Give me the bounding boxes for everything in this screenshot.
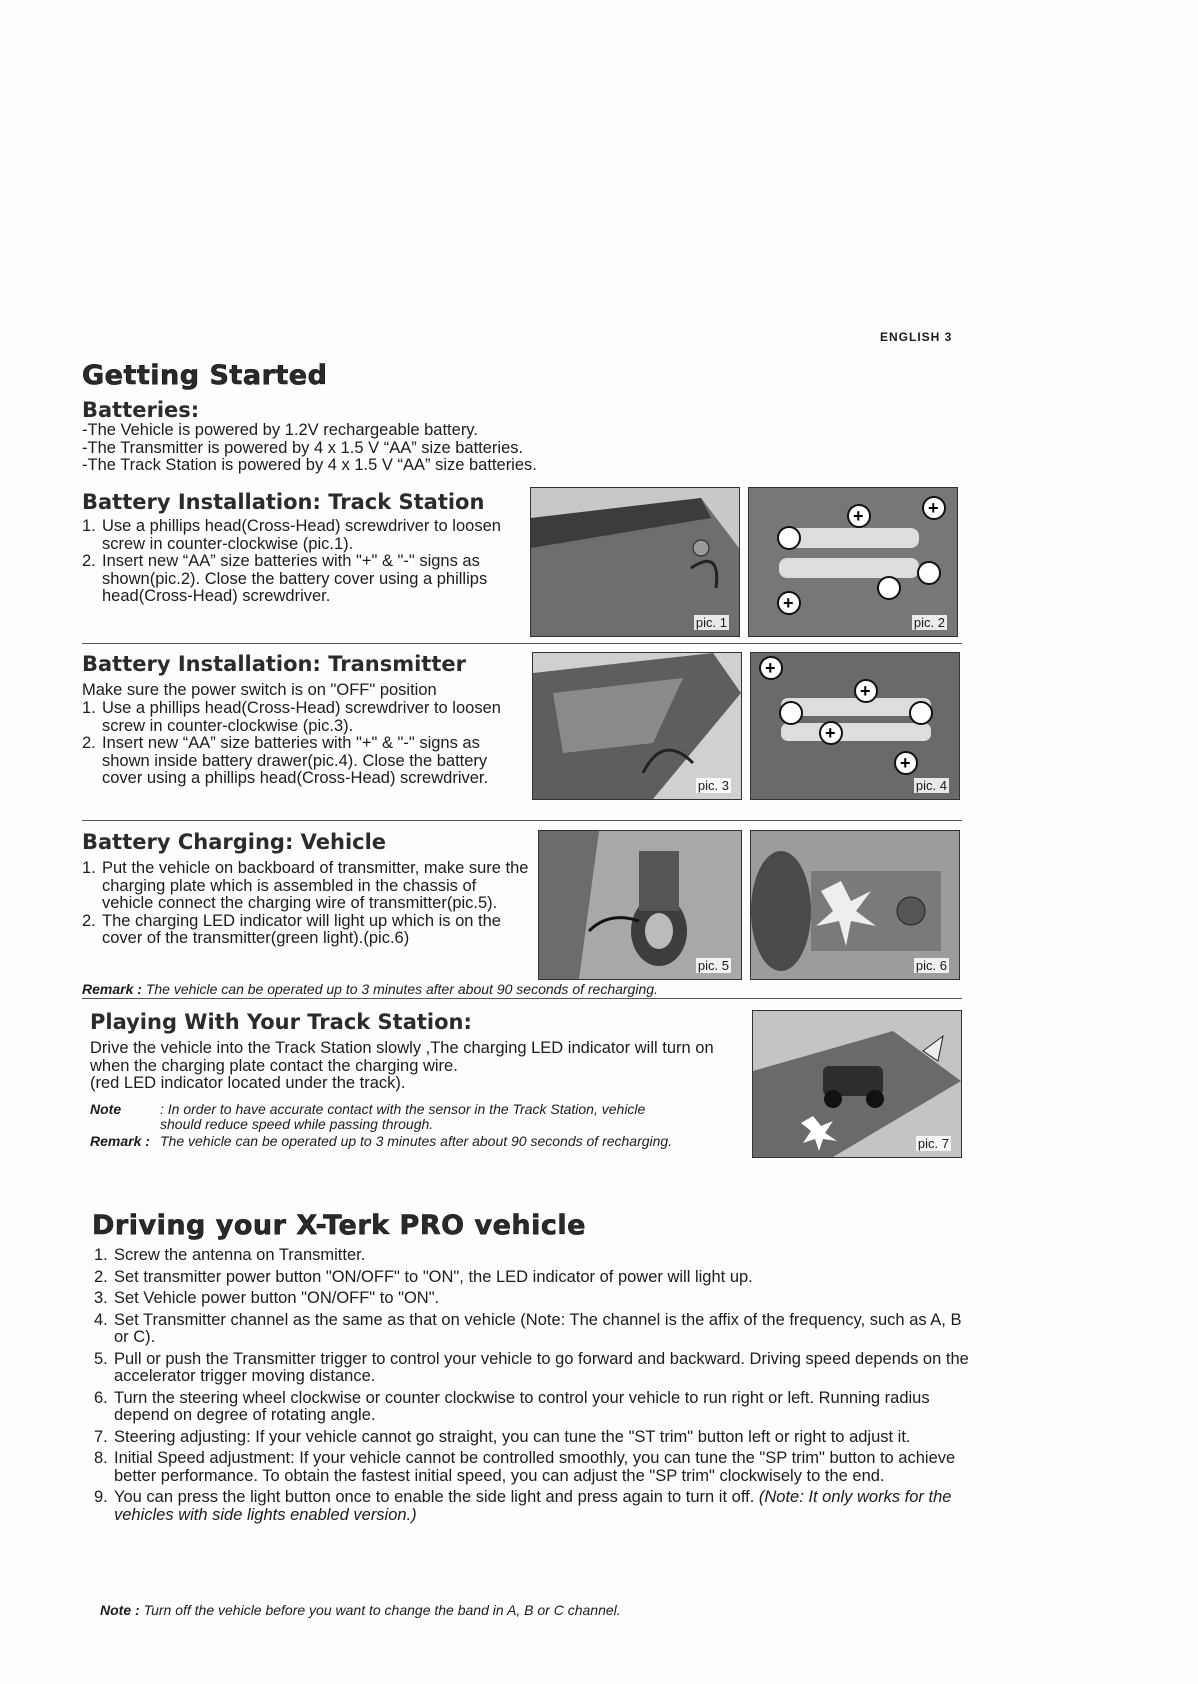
pic-5-label: pic. 5 xyxy=(697,958,729,973)
transmitter-steps xyxy=(82,700,512,788)
batteries-line: -The Vehicle is powered by 1.2V rechargeable battery. xyxy=(82,421,478,439)
transmitter-title: Battery Installation: Transmitter xyxy=(82,652,466,676)
step-number: 1. xyxy=(82,517,96,535)
list-item xyxy=(82,913,532,948)
note-label: Note xyxy=(90,1101,122,1117)
batteries-line: -The Transmitter is powered by 4 x 1.5 V “AA” size batteries. xyxy=(82,438,524,457)
step-text: Use a phillips head(Cross-Head) screwdriver to loosen screw in counter-clockwise (pic.3). xyxy=(102,699,501,735)
pic-2-label: pic. 2 xyxy=(913,615,945,630)
step-text: Screw the antenna on Transmitter. xyxy=(114,1246,366,1264)
pic-6-label: pic. 6 xyxy=(915,958,947,973)
list-item xyxy=(94,1351,974,1386)
page-label: ENGLISH 3 xyxy=(880,330,953,344)
list-item xyxy=(82,735,512,788)
step-text: Insert new “AA” size batteries with "+" & "-" signs as shown(pic.2). Close the battery cover using a phillips head(Cross-Head) screwdriver. xyxy=(102,552,488,605)
step-number: 9. xyxy=(94,1488,108,1506)
driving-steps xyxy=(94,1247,974,1528)
playing-title: Playing With Your Track Station: xyxy=(90,1010,472,1034)
charging-led-photo xyxy=(751,831,959,979)
step-text: Set transmitter power button "ON/OFF" to "ON", the LED indicator of power will light up. xyxy=(114,1267,753,1286)
step-note: (Note: It only works for the vehicles with side lights enabled version.) xyxy=(114,1488,952,1524)
svg-text:+: + xyxy=(765,658,776,678)
step-text: Use a phillips head(Cross-Head) screwdriver to loosen screw in counter-clockwise (pic.1). xyxy=(102,517,501,553)
pic-7-label: pic. 7 xyxy=(917,1136,949,1151)
step-text: You can press the light button once to enable the side light and press again to turn it off. xyxy=(114,1488,755,1506)
charging-title: Battery Charging: Vehicle xyxy=(82,830,387,854)
batteries-line: -The Track Station is powered by 4 x 1.5 V “AA” size batteries. xyxy=(82,456,537,474)
driving-note xyxy=(100,1603,960,1618)
pic-1-image xyxy=(530,487,740,637)
pic-3-image xyxy=(532,652,742,800)
svg-text:+: + xyxy=(825,723,836,743)
list-item xyxy=(94,1489,974,1524)
pic-4-label: pic. 4 xyxy=(915,778,947,793)
step-text: Steering adjusting: If your vehicle cannot go straight, you can tune the "ST trim" button left or right to adjust it. xyxy=(114,1427,911,1446)
track-station-batteries-photo xyxy=(749,488,957,636)
batteries-text xyxy=(82,422,642,475)
section-divider xyxy=(82,998,962,999)
step-number: 2. xyxy=(94,1267,108,1286)
step-text: Turn the steering wheel clockwise or counter clockwise to control your vehicle to run right or left. Running radius depend on degree of rotating angle. xyxy=(114,1388,930,1424)
pic-5-image xyxy=(538,830,742,980)
step-number: 3. xyxy=(94,1289,108,1307)
pic-3-label: pic. 3 xyxy=(697,778,729,793)
track-station-screw-photo xyxy=(531,488,739,636)
note-label: Note : xyxy=(100,1602,140,1618)
list-item xyxy=(94,1269,974,1287)
note-text: Turn off the vehicle before you want to change the band in A, B or C channel. xyxy=(143,1602,621,1618)
playing-note xyxy=(90,1102,690,1149)
pic-4-image xyxy=(750,652,960,800)
pic-6-image xyxy=(750,830,960,980)
step-number: 2. xyxy=(82,552,96,570)
section-divider xyxy=(82,820,962,821)
remark-text: The vehicle can be operated up to 3 minutes after about 90 seconds of recharging. xyxy=(145,981,658,997)
step-text: The charging LED indicator will light up which is on the cover of the transmitter(green light).(pic.6) xyxy=(102,911,501,947)
list-item xyxy=(82,518,512,553)
pic-2-image xyxy=(748,487,958,637)
list-item xyxy=(82,700,512,735)
list-item xyxy=(94,1390,974,1425)
note-text: : In order to have accurate contact with the sensor in the Track Station, vehicle should reduce speed while passing through. xyxy=(160,1101,646,1132)
step-text: Set Vehicle power button "ON/OFF" to "ON". xyxy=(114,1289,440,1307)
step-number: 1. xyxy=(82,699,96,717)
list-item xyxy=(94,1450,974,1485)
transmitter-intro: Make sure the power switch is on "OFF" position xyxy=(82,681,437,699)
svg-text:+: + xyxy=(783,593,794,613)
charging-steps xyxy=(82,860,532,948)
step-number: 6. xyxy=(94,1388,108,1407)
track-station-title: Battery Installation: Track Station xyxy=(82,490,485,514)
list-item xyxy=(94,1312,974,1347)
step-number: 8. xyxy=(94,1449,108,1467)
vehicle-charging-photo xyxy=(539,831,741,979)
svg-text:+: + xyxy=(860,681,871,701)
step-text: Pull or push the Transmitter trigger to control your vehicle to go forward and backward. Driving speed depends on the accelerator trigger moving distance. xyxy=(114,1349,969,1385)
step-number: 5. xyxy=(94,1349,108,1368)
step-text: Insert new “AA” size batteries with "+" & "-" signs as shown inside battery drawer(pic.4). Close the battery cover using a phillips head(Cross-Head) screwdriver. xyxy=(102,734,489,787)
svg-text:+: + xyxy=(853,506,864,526)
step-number: 1. xyxy=(82,859,96,877)
note-row xyxy=(90,1102,690,1132)
remark-text: The vehicle can be operated up to 3 minutes after about 90 seconds of recharging. xyxy=(160,1133,673,1149)
step-text: Put the vehicle on backboard of transmitter, make sure the charging plate which is assembled in the chassis of vehicle connect the charging wire of transmitter(pic.5). xyxy=(102,859,529,912)
pic-1-label: pic. 1 xyxy=(695,615,727,630)
batteries-title: Batteries: xyxy=(82,398,200,422)
list-item xyxy=(94,1290,974,1308)
remark-row xyxy=(90,1134,690,1149)
playing-text xyxy=(90,1040,740,1093)
playing-line: Drive the vehicle into the Track Station slowly ,The charging LED indicator will turn on when the charging plate contact the charging wire. xyxy=(90,1039,714,1075)
list-item xyxy=(94,1247,974,1265)
step-number: 2. xyxy=(82,734,96,752)
track-station-steps xyxy=(82,518,512,606)
step-number: 4. xyxy=(94,1310,108,1329)
playing-line: (red LED indicator located under the track). xyxy=(90,1074,406,1092)
charging-remark xyxy=(82,982,962,997)
driving-title: Driving your X-Terk PRO vehicle xyxy=(92,1210,586,1241)
step-number: 7. xyxy=(94,1427,108,1446)
svg-text:+: + xyxy=(928,498,939,518)
remark-label: Remark : xyxy=(90,1133,150,1149)
step-text: Set Transmitter channel as the same as that on vehicle (Note: The channel is the affix of the frequency, such as A, B or C). xyxy=(114,1310,962,1346)
list-item xyxy=(94,1429,974,1447)
svg-text:+: + xyxy=(900,753,911,773)
list-item xyxy=(82,860,532,913)
step-number: 1. xyxy=(94,1246,108,1264)
getting-started-title: Getting Started xyxy=(82,360,328,391)
list-item xyxy=(82,553,512,606)
pic-7-image xyxy=(752,1010,962,1158)
step-text: Initial Speed adjustment: If your vehicle cannot be controlled smoothly, you can tune the "SP trim" button to achieve better performance. To obtain the fastest initial speed, you can adjust the "SP trim" clockwisely to the end. xyxy=(114,1449,956,1485)
step-number: 2. xyxy=(82,911,96,930)
section-divider xyxy=(82,643,962,644)
remark-label: Remark : xyxy=(82,981,142,997)
